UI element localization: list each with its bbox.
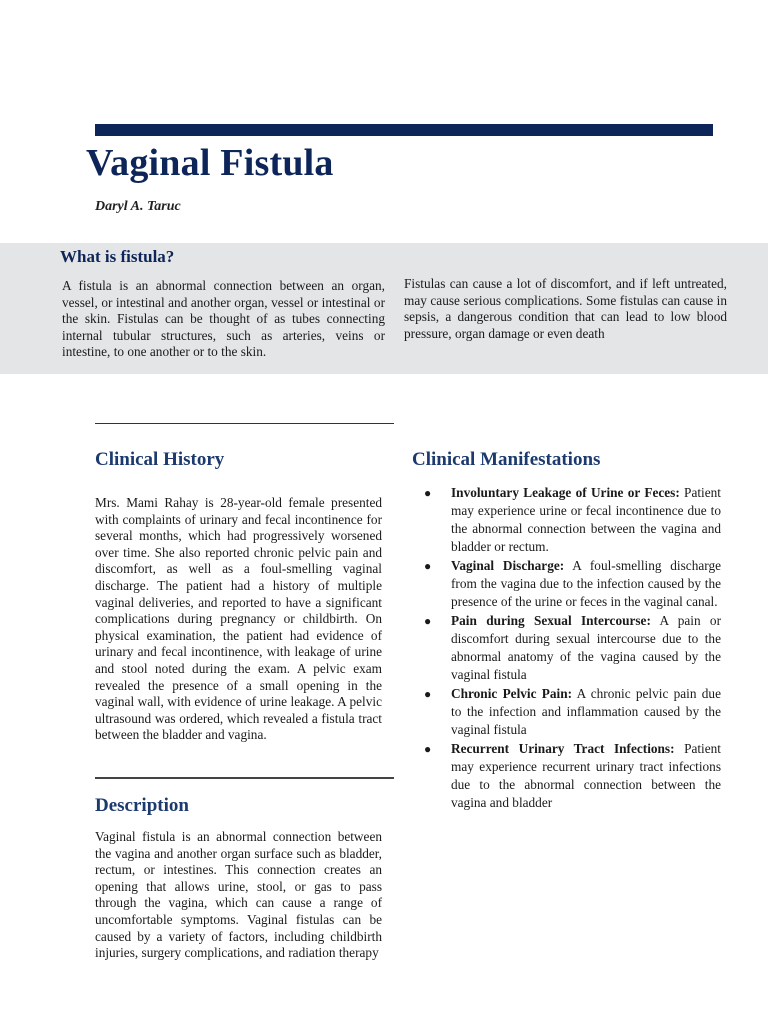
manifestations-list [424, 484, 721, 813]
author-name: Daryl A. Taruc [95, 199, 181, 214]
intro-right-paragraph: Fistulas can cause a lot of discomfort, and if left untreated, may cause serious complications. Some fistulas can cause in sepsis, a dangerous condition that can lead to low blood pressure, organ damage or even death [404, 276, 727, 341]
intro-heading: What is fistula? [60, 247, 175, 266]
title-accent-bar [95, 124, 713, 136]
section-divider [95, 423, 394, 424]
bullet-icon: ● [424, 486, 432, 500]
list-item [424, 685, 721, 739]
manifestation-text: A pain or discomfort during sexual intercourse due to the abnormal anatomy of the vagina caused by the vaginal fistula [451, 613, 721, 682]
manifestation-text: Patient may experience recurrent urinary tract infections due to the abnormal connection between the vagina and bladder [451, 741, 721, 810]
bullet-icon: ● [424, 559, 432, 573]
clinical-manifestations-heading: Clinical Manifestations [412, 449, 601, 470]
manifestation-term: Recurrent Urinary Tract Infections: [451, 741, 675, 756]
list-item [424, 740, 721, 812]
clinical-history-paragraph: Mrs. Mami Rahay is 28-year-old female presented with complaints of urinary and fecal incontinence for several months, which had progressively worsened over time. She also reported chronic pelvic pain and discomfort, as well as a foul-smelling vaginal discharge. The patient had a history of multiple vaginal deliveries, and reported to have a significant complications during pregnancy or childbirth. On physical examination, the patient had evidence of urinary and fecal incontinence, with leakage of urine and stool noted during the exam. A pelvic exam revealed the presence of a small opening in the vaginal wall, with evidence of urine leakage. A pelvic ultrasound was ordered, which revealed a fistula tract between the bladder and vagina. [95, 495, 382, 743]
manifestation-term: Involuntary Leakage of Urine or Feces: [451, 485, 680, 500]
bullet-icon: ● [424, 742, 432, 756]
manifestation-text: A foul-smelling discharge from the vagina due to the infection caused by the presence of the urine or feces in the vaginal canal. [451, 558, 721, 609]
section-divider [95, 777, 394, 779]
manifestation-text: Patient may experience urine or fecal incontinence due to the abnormal connection between the vagina and bladder or rectum. [451, 485, 721, 554]
document-title: Vaginal Fistula [86, 142, 334, 184]
description-paragraph: Vaginal fistula is an abnormal connection between the vagina and another organ surface such as bladder, rectum, or intestines. This connection creates an opening that allows urine, stool, or gas to pass through the vagina, which can cause a range of uncomfortable symptoms. Vaginal fistulas can be caused by a variety of factors, including childbirth injuries, surgery complications, and radiation therapy [95, 829, 382, 961]
manifestation-term: Vaginal Discharge: [451, 558, 565, 573]
list-item [424, 612, 721, 684]
clinical-history-heading: Clinical History [95, 449, 225, 470]
intro-left-paragraph: A fistula is an abnormal connection between an organ, vessel, or intestinal and another organ, vessel or intestinal or the skin. Fistulas can be thought of as tubes connecting internal tubular structures, such as arteries, veins or intestine, to one another or to the skin. [62, 278, 385, 360]
list-item [424, 557, 721, 611]
manifestation-term: Pain during Sexual Intercourse: [451, 613, 651, 628]
list-item [424, 484, 721, 556]
description-heading: Description [95, 795, 189, 816]
bullet-icon: ● [424, 614, 432, 628]
manifestation-term: Chronic Pelvic Pain: [451, 686, 573, 701]
bullet-icon: ● [424, 687, 432, 701]
manifestation-text: A chronic pelvic pain due to the infection and inflammation caused by the vaginal fistula [451, 686, 721, 737]
